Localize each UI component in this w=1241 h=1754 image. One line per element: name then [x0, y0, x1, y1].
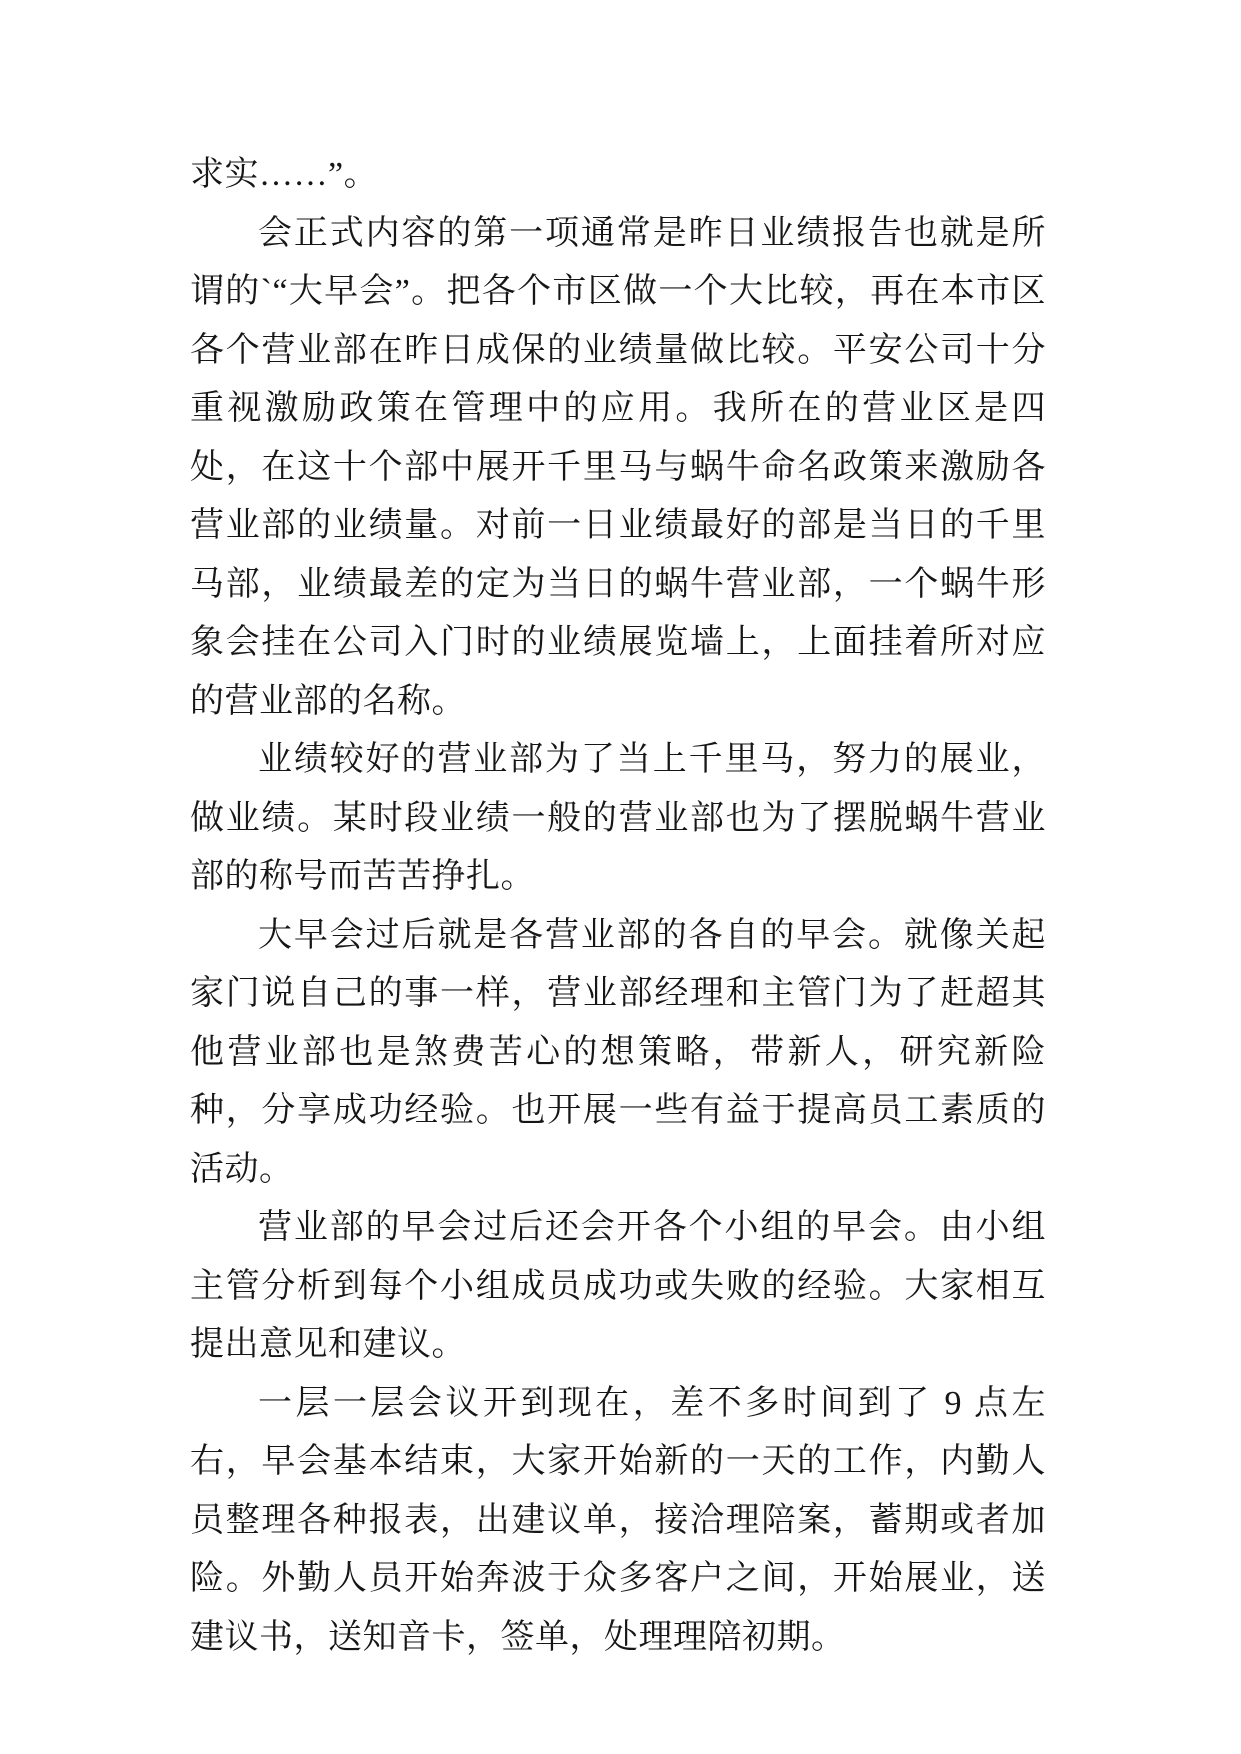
- paragraph-continuation: 求实……”。: [190, 156, 379, 193]
- paragraph-morning-meeting-report: 会正式内容的第一项通常是昨日业绩报告也就是所谓的`“大早会”。把各个市区做一个大比较，再在本市区各个营业部在昨日成保的业绩量做比较。平安公司十分重视激励政策在管理中的应用。我所在的营业区是四处，在这十个部中展开千里马与蜗牛命名政策来激励各营业部的业绩量。对前一日业绩最好的部是当日的千里马部，业绩最差的定为当日的蜗牛营业部，一个蜗牛形象会挂在公司入门时的业绩展览墙上，上面挂着所对应的营业部的名称。: [190, 214, 1046, 720]
- paragraph-daily-work-start: 一层一层会议开到现在，差不多时间到了 9 点左右，早会基本结束，大家开始新的一天的工作，内勤人员整理各种报表，出建议单，接洽理陪案，蓄期或者加险。外勤人员开始奔波于众多客户之间，开始展业，送建议书，送知音卡，签单，处理理陪初期。: [190, 1384, 1046, 1656]
- paragraph-performance-struggle: 业绩较好的营业部为了当上千里马，努力的展业，做业绩。某时段业绩一般的营业部也为了摆脱蜗牛营业部的称号而苦苦挣扎。: [190, 741, 1046, 895]
- document-text-block: [190, 146, 1046, 1667]
- paragraph-group-meetings: 营业部的早会过后还会开各个小组的早会。由小组主管分析到每个小组成员成功或失败的经验。大家相互提出意见和建议。: [190, 1209, 1046, 1363]
- paragraph-department-meetings: 大早会过后就是各营业部的各自的早会。就像关起家门说自己的事一样，营业部经理和主管门为了赶超其他营业部也是煞费苦心的想策略，带新人，研究新险种，分享成功经验。也开展一些有益于提高员工素质的活动。: [190, 916, 1046, 1188]
